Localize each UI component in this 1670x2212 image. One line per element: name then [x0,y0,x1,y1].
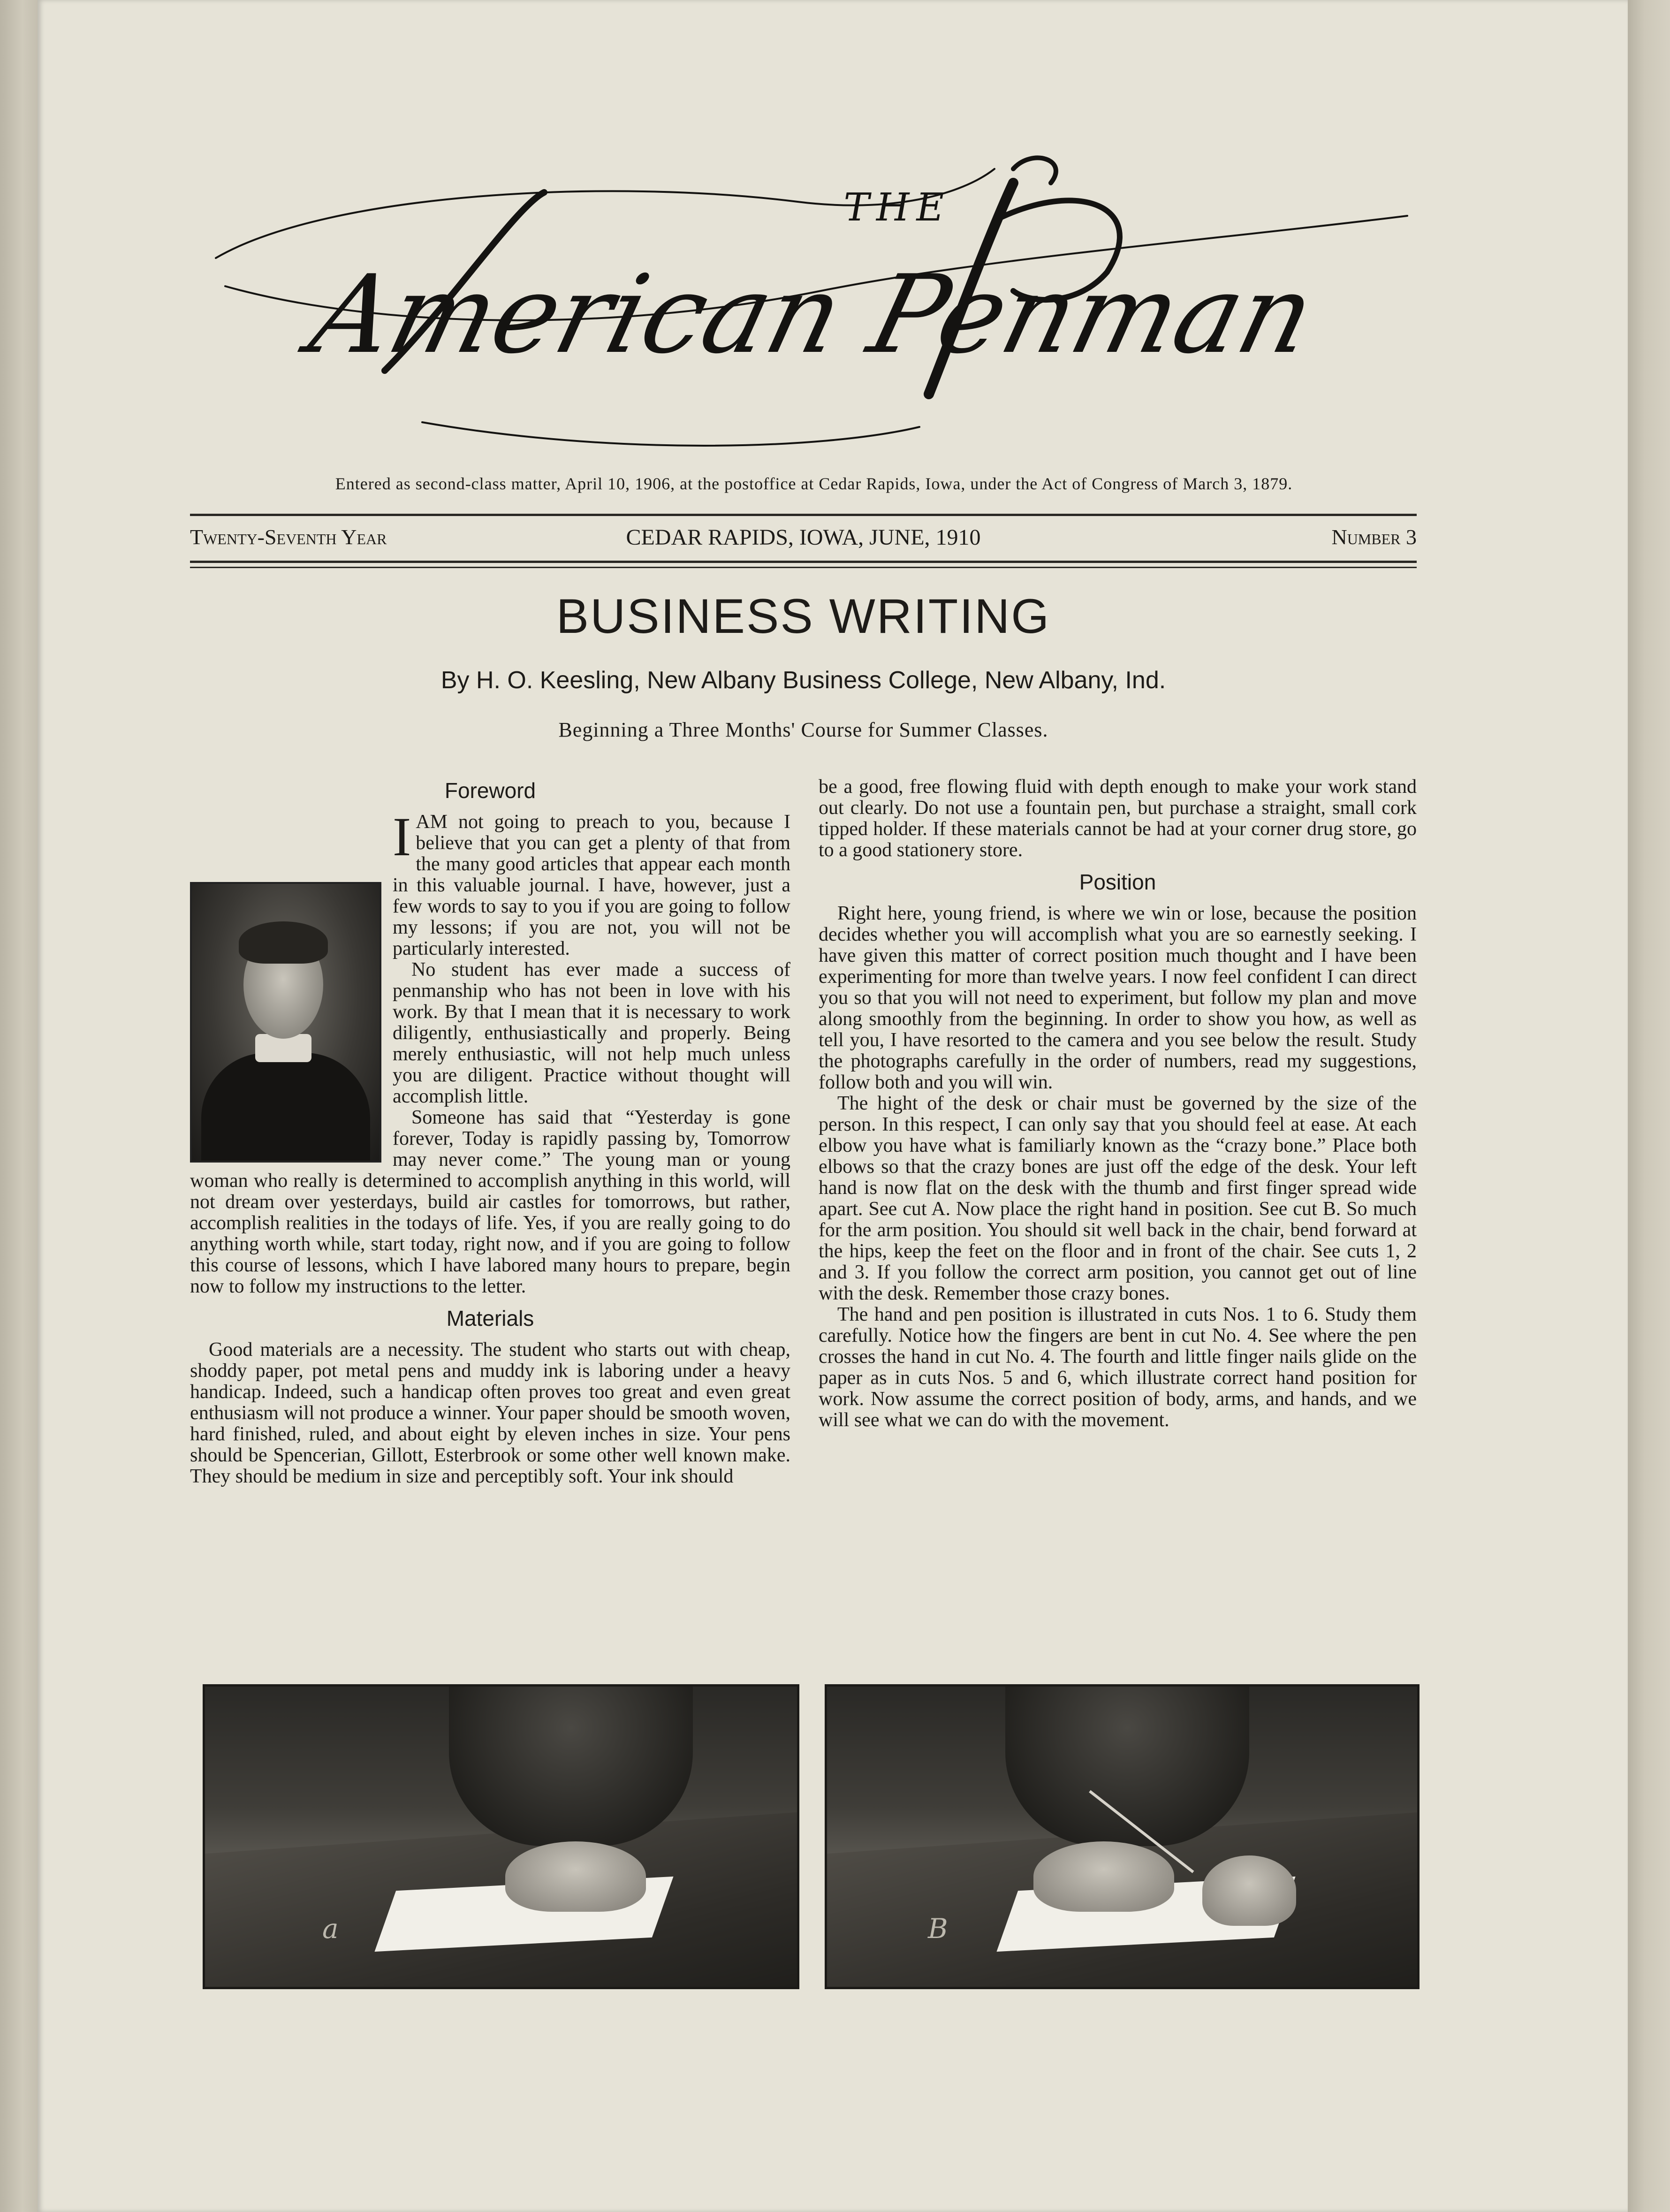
masthead-logo [188,150,1435,460]
year-label: Twenty-Seventh Year [190,525,387,549]
masthead-script-svg [188,150,1435,460]
entered-notice: Entered as second-class matter, April 10, 1906, at the postoffice at Cedar Rapids, Iowa, under the Act of Congress of March 3, 1879. [335,474,1293,493]
position-heading: Position [1079,870,1156,894]
photo-cut-b [825,1684,1420,1989]
foreword-paragraph-3: Someone has said that “Yesterday is gone forever, Today is rapidly passing by, Tomorrow may never come.” The young man or young woman who really is determined to accomplish anything in this world, will not dream over yesterdays, build air castles for tomorrows, but rather, accomplish realities in the todays of life. Yes, if you are really going to do anything worth while, start today, right now, and if you are going to follow this course of lessons, which I have labored many hours to prepare, begin now to follow my instructions to the letter. [190,1107,790,1297]
right-column [819,776,1417,1431]
masthead-title: American Penman [299,252,1327,378]
foreword-paragraph-2: No student has ever made a success of penmanship who has not been in love with his work. By that I mean that it is necessary to work diligently, enthusiastically and properly. Being merely enthusiastic, will not help much unless you are diligent. Practice without thought will accomplish little. [393,959,790,1107]
foreword-heading: Foreword [444,778,536,803]
article-title: BUSINESS WRITING [556,589,1051,644]
materials-continued: be a good, free flowing fluid with depth enough to make your work stand out clearly. Do not use a fountain pen, but purchase a straight, small cork tipped holder. If these materials cannot be had at your corner drug store, go to a good stationery store. [819,776,1417,861]
masthead-the: THE [840,185,955,230]
rule-bottom-1 [190,561,1417,563]
foreword-paragraph-1: IAM not going to preach to you, because I believe that you can get a plenty of that from the many good articles that appear each month in this valuable journal. I have, however, just a few words to say to you if you are going to follow my lessons; if you are not, you will not be particularly interested. [393,806,790,959]
materials-heading: Materials [446,1306,534,1330]
article-subtitle: Beginning a Three Months' Course for Summer Classes. [558,718,1048,741]
position-paragraph-2: The hight of the desk or chair must be governed by the size of the person. In this respect, I can only say that you should feel at ease. At each elbow you have what is familiarly known as the “crazy bone.” Place both elbows so that the crazy bones are just off the edge of the desk. Your left hand is now flat on the desk with the thumb and first finger spread wide apart. See cut A. Now place the right hand in position. See cut B. So much for the arm position. You should sit well back in the chair, bend forward at the hips, keep the feet on the floor and in front of the chair. See cuts 1, 2 and 3. If you follow the correct arm position, you cannot get out of line with the desk. Remember those crazy bones. [819,1093,1417,1304]
page-edge [1628,0,1670,2212]
binding-spine [0,0,38,2212]
top-swirl [1013,158,1056,183]
place-date: CEDAR RAPIDS, IOWA, JUNE, 1910 [626,525,981,550]
rule-top [190,514,1417,516]
cut-label-a: a [322,1913,339,1945]
tail-flourish [422,422,919,446]
materials-paragraph: Good materials are a necessity. The student who starts out with cheap, shoddy paper, pot metal pens and muddy ink is laboring under a heavy handicap. Indeed, such a handicap often proves too great and even great enthusiasm will not produce a winner. Your paper should be smooth woven, hard finished, ruled, and about eight by eleven inches in size. Your pens should be Spencerian, Gillott, Esterbrook or some other well known make. They should be medium in size and perceptibly soft. Your ink should [190,1339,790,1487]
left-column [190,769,790,1487]
position-paragraph-3: The hand and pen position is illustrated in cuts Nos. 1 to 6. Study them carefully. Notice how the fingers are bent in cut No. 4. See where the pen crosses the hand in cut No. 4. The fourth and little finger nails glide on the paper as in cuts Nos. 5 and 6, which illustrate correct hand position for work. Now assume the correct position of body, arms, and hands, and we will see what we can do with the movement. [819,1304,1417,1431]
cut-label-b: B [928,1913,948,1945]
position-paragraph-1: Right here, young friend, is where we win or lose, because the position decides whether you will accomplish what you are so earnestly seeking. I have given this matter of correct position much thought and I have been experimenting for more than twelve years. I now feel confident I can direct you so that you will not need to experiment, but follow my plan and move along smoothly from the beginning. In order to show you how, as well as tell you, I have resorted to the camera and you see below the result. Study the photographs carefully in the order of numbers, read my suggestions, follow both and you will win. [819,903,1417,1093]
drop-cap: I [393,806,411,867]
portrait-photo [190,882,381,1163]
photo-cut-a [203,1684,799,1989]
article-byline: By H. O. Keesling, New Albany Business College, New Albany, Ind. [440,667,1166,694]
dateline [190,524,1417,557]
rule-bottom-2 [190,567,1417,568]
issue-number: Number 3 [1331,525,1417,549]
author-portrait [190,882,382,1163]
